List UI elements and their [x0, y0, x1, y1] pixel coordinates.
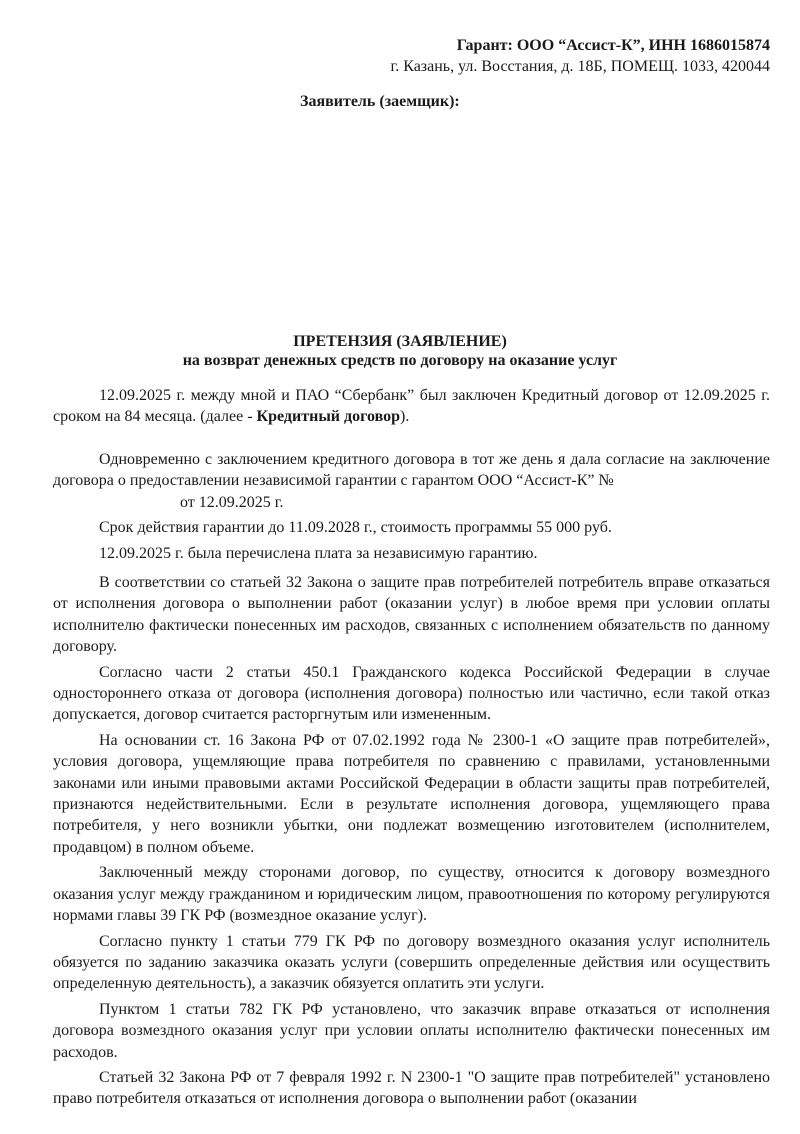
- defined-term: Кредитный договор: [256, 408, 401, 426]
- paragraph-credit-agreement: [53, 385, 770, 428]
- document-body-3: [53, 572, 770, 1110]
- paragraph-text: ).: [400, 408, 410, 426]
- document-body-2: [53, 449, 770, 564]
- paragraph-art16: На основании ст. 16 Закона РФ от 07.02.1992 года № 2300-1 «О защите прав потребителей», условия договора, ущемляющие права потребителя по сравнению с правилами, установленными законами или иными правовыми актами Российской Федерации в области защиты прав потребителей, признаются недействительными. Если в результате исполнения договора, ущемляющего права потребителя, у него возникли убытки, они подлежат возмещению изготовителем (исполнителем, продавцом) в полном объеме.: [53, 731, 770, 856]
- document-subtitle: на возврат денежных средств по договору на оказание услуг: [182, 352, 618, 369]
- paragraph-art779: Согласно пункту 1 статьи 779 ГК РФ по договору возмездного оказания услуг исполнитель обязуется по заданию заказчика оказать услуги (совершить определенные действия или осуществить определенную деятельность), а заказчик обязуется оплатить эти услуги.: [53, 932, 770, 993]
- document-title-block: [0, 332, 800, 370]
- paragraph-guarantee-date: от 12.09.2025 г.: [180, 493, 284, 511]
- paragraph-art32: В соответствии со статьей 32 Закона о защите прав потребителей потребитель вправе отказаться от исполнения договора о выполнении работ (оказании услуг) в любое время при условии оплаты исполнителю фактически понесенных им расходов, связанных с исполнением обязательств по данному договору.: [53, 574, 770, 656]
- guarantor-address: г. Казань, ул. Восстания, д. 18Б, ПОМЕЩ. 1033, 420044: [390, 58, 770, 75]
- paragraph-art782: Пунктом 1 статьи 782 ГК РФ установлено, что заказчик вправе отказаться от исполнения договора возмездного оказания услуг при условии оплаты исполнителю фактически понесенных им расходов.: [53, 1000, 770, 1061]
- paragraph-chapter39: Заключенный между сторонами договор, по существу, относится к договору возмездного оказания услуг между гражданином и юридическим лицом, правоотношения по которому регулируются нормами главы 39 ГК РФ (возмездное оказание услуг).: [53, 864, 770, 925]
- applicant-label: Заявитель (заемщик):: [300, 93, 460, 110]
- paragraph-art450: Согласно части 2 статьи 450.1 Гражданского кодекса Российской Федерации в случае одностороннего отказа от договора (исполнения договора) полностью или частично, если такой отказ допускается, договор считается расторгнутым или измененным.: [53, 663, 770, 724]
- paragraph-guarantee-term: Срок действия гарантии до 11.09.2028 г., стоимость программы 55 000 руб.: [99, 519, 612, 537]
- document-title: ПРЕТЕНЗИЯ (ЗАЯВЛЕНИЕ): [293, 333, 507, 350]
- document-body-1: [53, 385, 770, 428]
- paragraph-text: 12.09.2025 г. между мной и ПАО “Сбербанк” был заключен Кредитный договор от 12.09.2025 г. сроком на 84 месяца. (далее -: [53, 387, 770, 426]
- paragraph-guarantee-consent: Одновременно с заключением кредитного договора в тот же день я дала согласие на заключение договора о предоставлении независимой гарантии с гарантом ООО “Ассист-К” №: [53, 451, 770, 490]
- guarantor-line: Гарант: ООО “Ассист-К”, ИНН 1686015874: [456, 37, 770, 54]
- paragraph-payment: 12.09.2025 г. была перечислена плата за независимую гарантию.: [99, 544, 538, 562]
- paragraph-law2300: Статьей 32 Закона РФ от 7 февраля 1992 г. N 2300-1 "О защите прав потребителей" установлено право потребителя отказаться от исполнения договора о выполнении работ (оказании: [53, 1068, 770, 1108]
